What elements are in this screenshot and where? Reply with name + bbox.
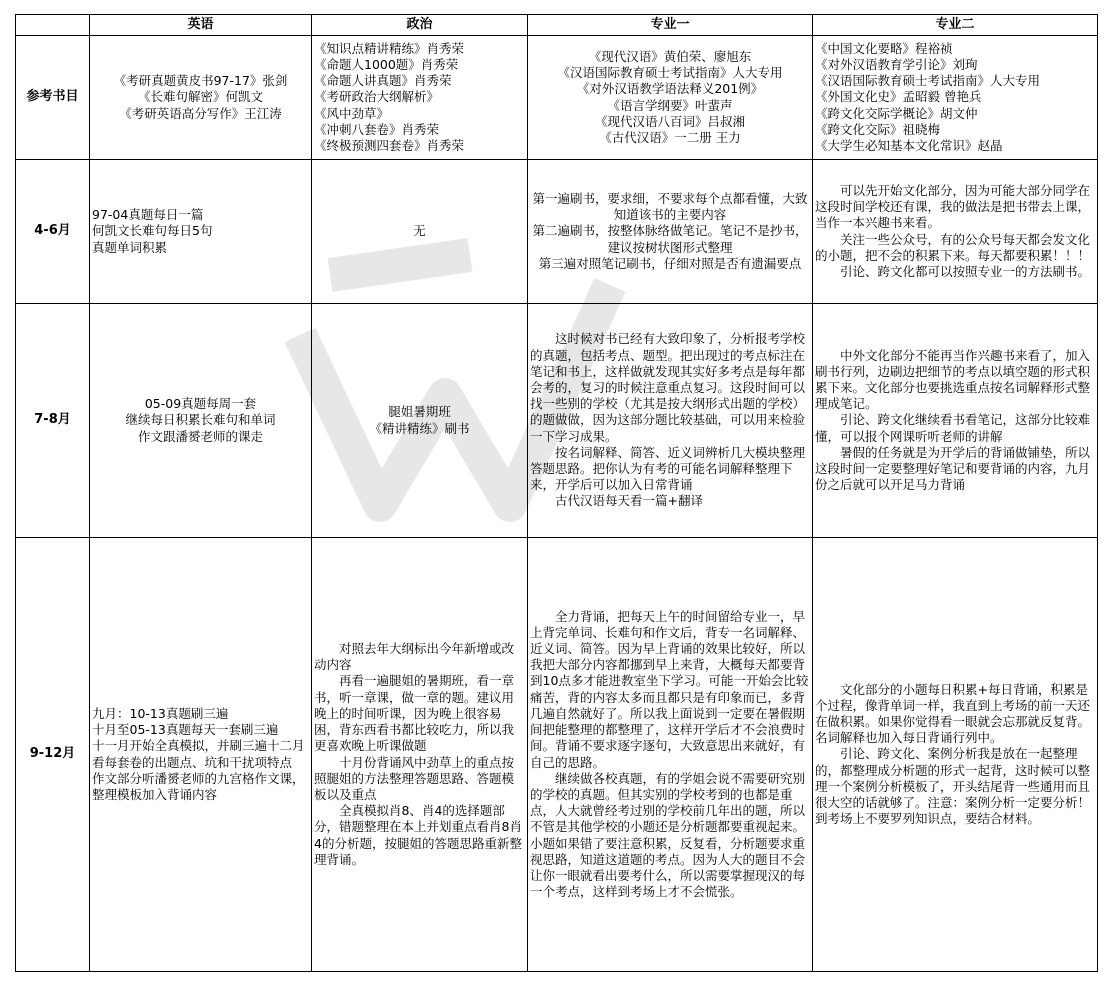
book-item: 《跨文化交际学概论》胡文仲 — [815, 105, 978, 121]
book-item: 《考研真题黄皮书97-17》张剑 — [113, 73, 288, 89]
cell-politics — [312, 304, 528, 538]
header-row — [16, 15, 1098, 36]
book-item: 《大学生必知基本文化常识》赵晶 — [815, 138, 1003, 153]
plan-item: 继续每日积累长难句和单词 — [125, 412, 276, 428]
header-english: 英语 — [90, 15, 312, 36]
cell-english — [90, 160, 312, 304]
row-apr-jun — [16, 160, 1098, 304]
book-item: 《中国文化要略》程裕祯 — [815, 40, 953, 56]
book-item: 《对外汉语教学语法释义201例》 — [576, 81, 764, 97]
row-reference-books — [16, 36, 1098, 160]
row-label: 7-8月 — [16, 304, 90, 538]
cell-english — [90, 304, 312, 538]
plan-item: 作文部分听潘赟老师的九宫格作文课，整理模板加入背诵内容 — [92, 770, 305, 802]
plan-item: 暑假的任务就是为开学后的背诵做铺垫，所以这段时间一定要整理好笔记和要背诵的内容，九月份之后就可以开足马力背诵 — [815, 444, 1091, 493]
book-item: 《考研政治大纲解析》 — [314, 89, 440, 105]
cell-major2 — [813, 304, 1098, 538]
study-plan-table — [15, 14, 1098, 972]
book-item: 《考研英语高分写作》王江涛 — [119, 105, 282, 121]
book-item: 《外国文化史》孟昭毅 曾艳兵 — [815, 89, 982, 105]
header-major2: 专业二 — [813, 15, 1098, 36]
cell-politics — [312, 160, 528, 304]
cell-major2 — [813, 160, 1098, 304]
header-major1: 专业一 — [528, 15, 813, 36]
plan-item: 这时候对书已经有大致印象了，分析报考学校的真题，包括考点、题型。把出现过的考点标注在笔记和书上，这样做就发现其实好多考点是每年都会考的，复习的时候注意重点复习。这段时间可以找一些别的学校（尤其是按大纲形式出题的学校）的题做做，因为这部分题比较基础，可以用来检验一下学习成果。 — [530, 331, 806, 444]
book-item: 《长难句解密》何凯文 — [137, 89, 263, 105]
cell-politics — [312, 538, 528, 972]
plan-item: 第二遍刷书，按整体脉络做笔记。笔记不是抄书，建议按树状图形式整理 — [532, 223, 808, 255]
book-item: 《古代汉语》一二册 王力 — [599, 129, 741, 145]
book-item: 《汉语国际教育硕士考试指南》人大专用 — [815, 73, 1041, 89]
plan-item: 全真模拟肖8、肖4的选择题部分，错题整理在本上并划重点看肖8肖4的分析题，按腿姐的答题思路重新整理背诵。 — [314, 803, 522, 867]
plan-item: 古代汉语每天看一篇+翻译 — [555, 493, 703, 509]
plan-item: 97-04真题每日一篇 — [92, 207, 204, 223]
book-item: 《命题人讲真题》肖秀荣 — [314, 73, 452, 89]
header-politics: 政治 — [312, 15, 528, 36]
book-item: 《汉语国际教育硕士考试指南》人大专用 — [557, 65, 783, 81]
book-item: 《语言学纲要》叶蜚声 — [607, 97, 733, 113]
book-item: 《现代汉语》黄伯荣、廖旭东 — [588, 48, 752, 64]
plan-item: 引论、跨文化都可以按照专业一的方法刷书。 — [840, 263, 1091, 279]
cell-major2 — [813, 36, 1098, 160]
plan-item: 引论、跨文化、案例分析我是放在一起整理的，都整理成分析题的形式一起背，这时候可以整理一个案例分析模板了，开头结尾背一些通用而且很大空的话就够了。注意：案例分析一定要分析！到考场上不要罗列知识点，要结合材料。 — [815, 746, 1091, 827]
row-label: 9-12月 — [16, 538, 90, 972]
plan-item: 十一月开始全真模拟，并刷三遍十二月看每套卷的出题点、坑和干扰项特点 — [92, 738, 305, 770]
row-label: 4-6月 — [16, 160, 90, 304]
plan-item: 十月至05-13真题每天一套刷三遍 — [92, 722, 279, 738]
plan-item: 对照去年大纲标出今年新增或改动内容 — [314, 641, 515, 673]
book-item: 《冲刺八套卷》肖秀荣 — [314, 121, 440, 137]
plan-item: 05-09真题每周一套 — [144, 396, 257, 412]
plan-item: 第一遍刷书，要求细，不要求每个点都看懂，大致知道该书的主要内容 — [532, 190, 808, 223]
plan-item: 继续做各校真题，有的学姐会说不需要研究别的学校的真题。但其实别的学校考到的也都是重点，人大就曾经考过别的学校前几年出的题，所以不管是其他学校的小题还是分析题都要重视起来。小题如果错了要注意积累，反复看，分析题要求重视思路，知道这道题的考点。因为人大的题目不会让你一眼就看出要考什么，所以需要掌握现汉的每一个考点，这样到考场上才不会慌张。 — [530, 770, 806, 900]
cell-major1 — [528, 36, 813, 160]
plan-item: 中外文化部分不能再当作兴趣书来看了，加入刷书行列，边刷边把细节的考点以填空题的形式积累下来。文化部分也要挑选重点按名词解释形式整理成笔记。 — [815, 347, 1091, 412]
book-item: 《跨文化交际》祖晓梅 — [815, 121, 941, 137]
plan-item: 全力背诵，把每天上午的时间留给专业一，早上背完单词、长难句和作文后，背专一名词解释、近义词、简答。因为早上背诵的效果比较好，所以我把大部分内容都挪到早上来背，大概每天都要背到10点多才能进教室坐下学习。可能一开始会比较痛苦，背的内容太多而且都只是有印象而已，多背几遍自然就好了。所以我上面说到一定要在暑假期间把能整理的都整理了，这样开学后才不会浪费时间。背诵不要求逐字逐句，大致意思出来就好，有自己的思路。 — [530, 608, 809, 770]
plan-item: 腿姐暑期班 — [388, 404, 451, 420]
plan-item: 再看一遍腿姐的暑期班，看一章书，听一章课，做一章的题。建议用晚上的时间听课，因为晚上很容易困，背东西看书都比较吃力，所以我更喜欢晚上听课做题 — [314, 673, 515, 754]
header-corner — [16, 15, 90, 36]
cell-major1 — [528, 538, 813, 972]
plan-item: 可以先开始文化部分，因为可能大部分同学在这段时间学校还有课，我的做法是把书带去上课，当作一本兴趣书来看。 — [815, 182, 1091, 231]
cell-major2 — [813, 538, 1098, 972]
book-item: 《风中劲草》 — [314, 105, 390, 121]
plan-item: 无 — [413, 223, 426, 239]
plan-item: 十月份背诵风中劲草上的重点按照腿姐的方法整理答题思路、答题模板以及重点 — [314, 754, 515, 802]
cell-major1 — [528, 160, 813, 304]
plan-item: 第三遍对照笔记刷书，仔细对照是否有遗漏要点 — [538, 255, 802, 271]
row-sep-dec — [16, 538, 1098, 972]
book-item: 《知识点精讲精练》肖秀荣 — [314, 40, 465, 56]
book-item: 《终极预测四套卷》肖秀荣 — [314, 138, 465, 153]
book-item: 《现代汉语八百词》吕叔湘 — [594, 113, 745, 129]
plan-item: 何凯文长难句每日5句 — [92, 223, 213, 239]
cell-english — [90, 538, 312, 972]
plan-item: 九月：10-13真题刷三遍 — [92, 705, 229, 721]
plan-item: 关注一些公众号，有的公众号每天都会发文化的小题，把不会的积累下来。每天都要积累！！！ — [815, 231, 1091, 263]
plan-item: 真题单词积累 — [92, 239, 168, 255]
book-item: 《命题人1000题》肖秀荣 — [314, 56, 459, 72]
plan-item: 《精讲精练》刷书 — [369, 420, 470, 436]
plan-item: 按名词解释、简答、近义词辨析几大模块整理答题思路。把你认为有考的可能名词解释整理下来，开学后可以加入日常背诵 — [530, 444, 806, 493]
cell-politics — [312, 36, 528, 160]
cell-english — [90, 36, 312, 160]
row-jul-aug — [16, 304, 1098, 538]
plan-item: 文化部分的小题每日积累+每日背诵，积累是个过程，像背单词一样，我直到上考场的前一天还在做积累。如果你觉得看一眼就会忘那就反复背。名词解释也加入每日背诵行列中。 — [815, 681, 1091, 746]
book-item: 《对外汉语教育学引论》刘珣 — [815, 56, 978, 72]
plan-item: 作文跟潘赟老师的课走 — [137, 428, 263, 444]
row-label: 参考书目 — [16, 36, 90, 160]
plan-item: 引论、跨文化继续看书看笔记，这部分比较难懂，可以报个网课听听老师的讲解 — [815, 412, 1091, 444]
cell-major1 — [528, 304, 813, 538]
